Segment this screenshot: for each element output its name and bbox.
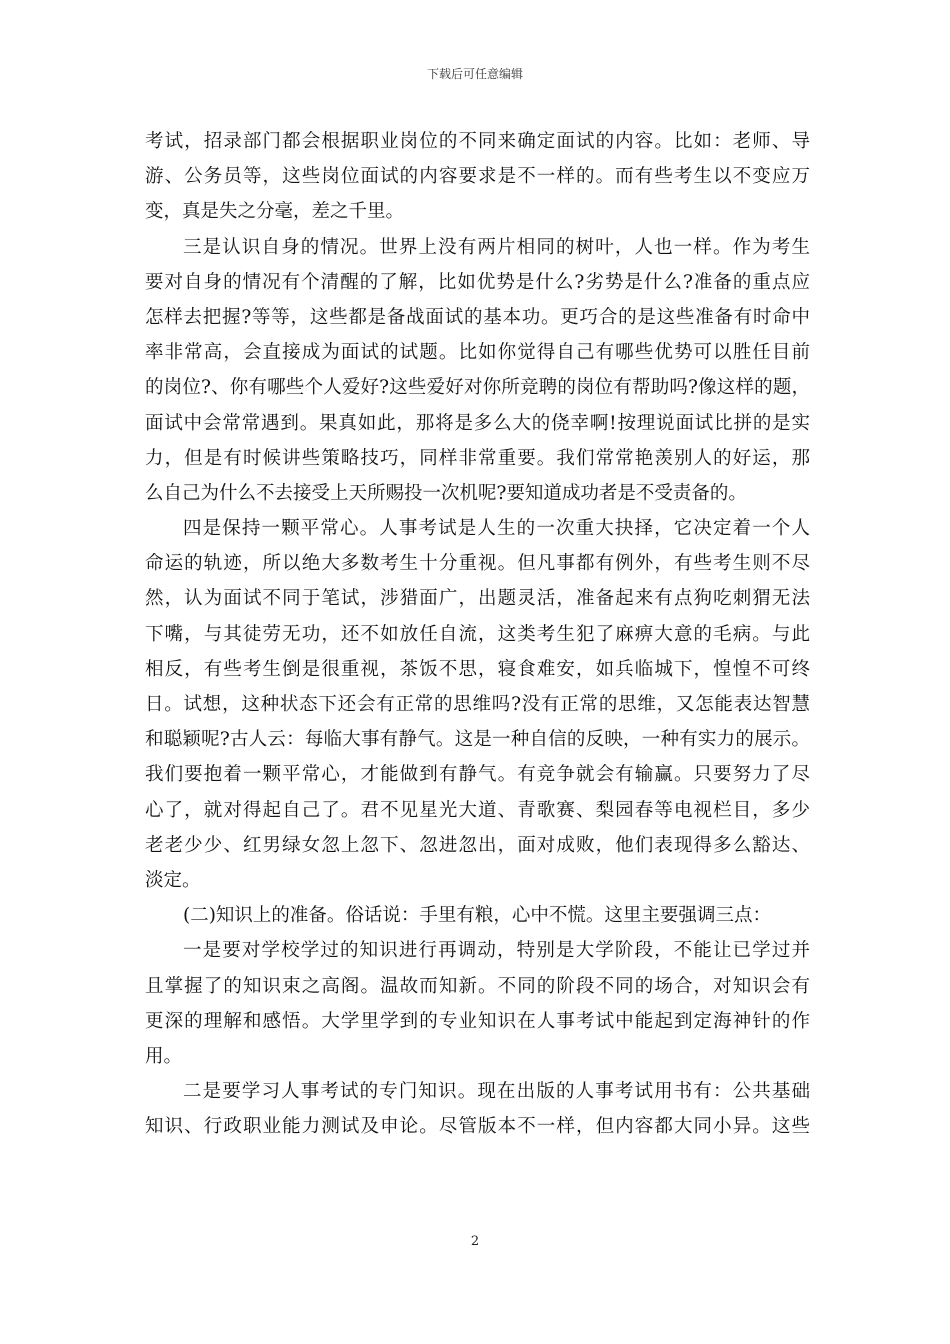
text-line: 知识、行政职业能力测试及申论。尽管版本不一样，但内容都大同小异。这些 [145, 1116, 810, 1138]
paragraph-start-line: 一是要对学校学过的知识进行再调动，特别是大学阶段，不能让已学过并 [183, 940, 810, 962]
document-body [145, 124, 810, 1144]
text-line: 怎样去把握?等等，这些都是备战面试的基本功。更巧合的是这些准备有时命中 [145, 306, 810, 328]
text-line: 么自己为什么不去接受上天所赐投一次机呢?要知道成功者是不受责备的。 [145, 482, 747, 504]
text-line: 率非常高，会直接成为面试的试题。比如你觉得自己有哪些优势可以胜任目前 [145, 342, 810, 364]
text-line: 力，但是有时候讲些策略技巧，同样非常重要。我们常常艳羡别人的好运，那 [145, 447, 810, 469]
text-line: 日。试想，这种状态下还会有正常的思维吗?没有正常的思维，又怎能表达智慧 [145, 694, 810, 715]
text-line: 的岗位?、你有哪些个人爱好?这些爱好对你所竞聘的岗位有帮助吗?像这样的题， [145, 377, 810, 399]
paragraph-start-line: 二是要学习人事考试的专门知识。现在出版的人事考试用书有：公共基础 [183, 1081, 810, 1103]
section-heading-line: (二)知识上的准备。俗话说：手里有粮，心中不慌。这里主要强调三点： [183, 905, 771, 927]
text-line: 下嘴，与其徒劳无功，还不如放任自流，这类考生犯了麻痹大意的毛病。与此 [145, 623, 810, 645]
text-line: 老老少少、红男绿女忽上忽下、忽进忽出，面对成败，他们表现得多么豁达、 [145, 834, 810, 856]
text-line: 用。 [145, 1045, 183, 1067]
text-line: 更深的理解和感悟。大学里学到的专业知识在人事考试中能起到定海神针的作 [145, 1010, 810, 1032]
page-number: 2 [470, 1234, 480, 1249]
text-line: 命运的轨迹，所以绝大多数考生十分重视。但凡事都有例外，有些考生则不尽 [145, 553, 810, 575]
text-line: 然，认为面试不同于笔试，涉猎面广，出题灵活，准备起来有点狗吃刺猬无法 [145, 588, 810, 610]
text-line: 考试，招录部门都会根据职业岗位的不同来确定面试的内容。比如：老师、导 [145, 131, 810, 152]
text-line: 我们要抱着一颗平常心，才能做到有静气。有竞争就会有输赢。只要努力了尽 [145, 764, 810, 786]
page-header: 下载后可任意编辑 [426, 67, 523, 81]
text-line: 游、公务员等，这些岗位面试的内容要求是不一样的。而有些考生以不变应万 [145, 166, 810, 188]
text-line: 面试中会常常遇到。果真如此，那将是多么大的侥幸啊!按理说面试比拼的是实 [145, 412, 810, 434]
paragraph-start-line: 四是保持一颗平常心。人事考试是人生的一次重大抉择，它决定着一个人 [183, 518, 810, 540]
text-line: 和聪颖呢?古人云：每临大事有静气。这是一种自信的反映，一种有实力的展示。 [145, 729, 810, 751]
text-line: 淡定。 [145, 869, 201, 891]
text-line: 变，真是失之分毫，差之千里。 [145, 201, 405, 223]
paragraph-start-line: 三是认识自身的情况。世界上没有两片相同的树叶，人也一样。作为考生 [183, 236, 810, 258]
text-line: 且掌握了的知识束之高阁。温故而知新。不同的阶段不同的场合，对知识会有 [145, 975, 810, 997]
text-line: 相反，有些考生倒是很重视，茶饭不思，寝食难安，如兵临城下，惶惶不可终 [145, 658, 810, 680]
text-line: 要对自身的情况有个清醒的了解，比如优势是什么?劣势是什么?准备的重点应 [145, 271, 810, 293]
text-line: 心了，就对得起自己了。君不见星光大道、青歌赛、梨园春等电视栏目，多少 [145, 799, 810, 821]
